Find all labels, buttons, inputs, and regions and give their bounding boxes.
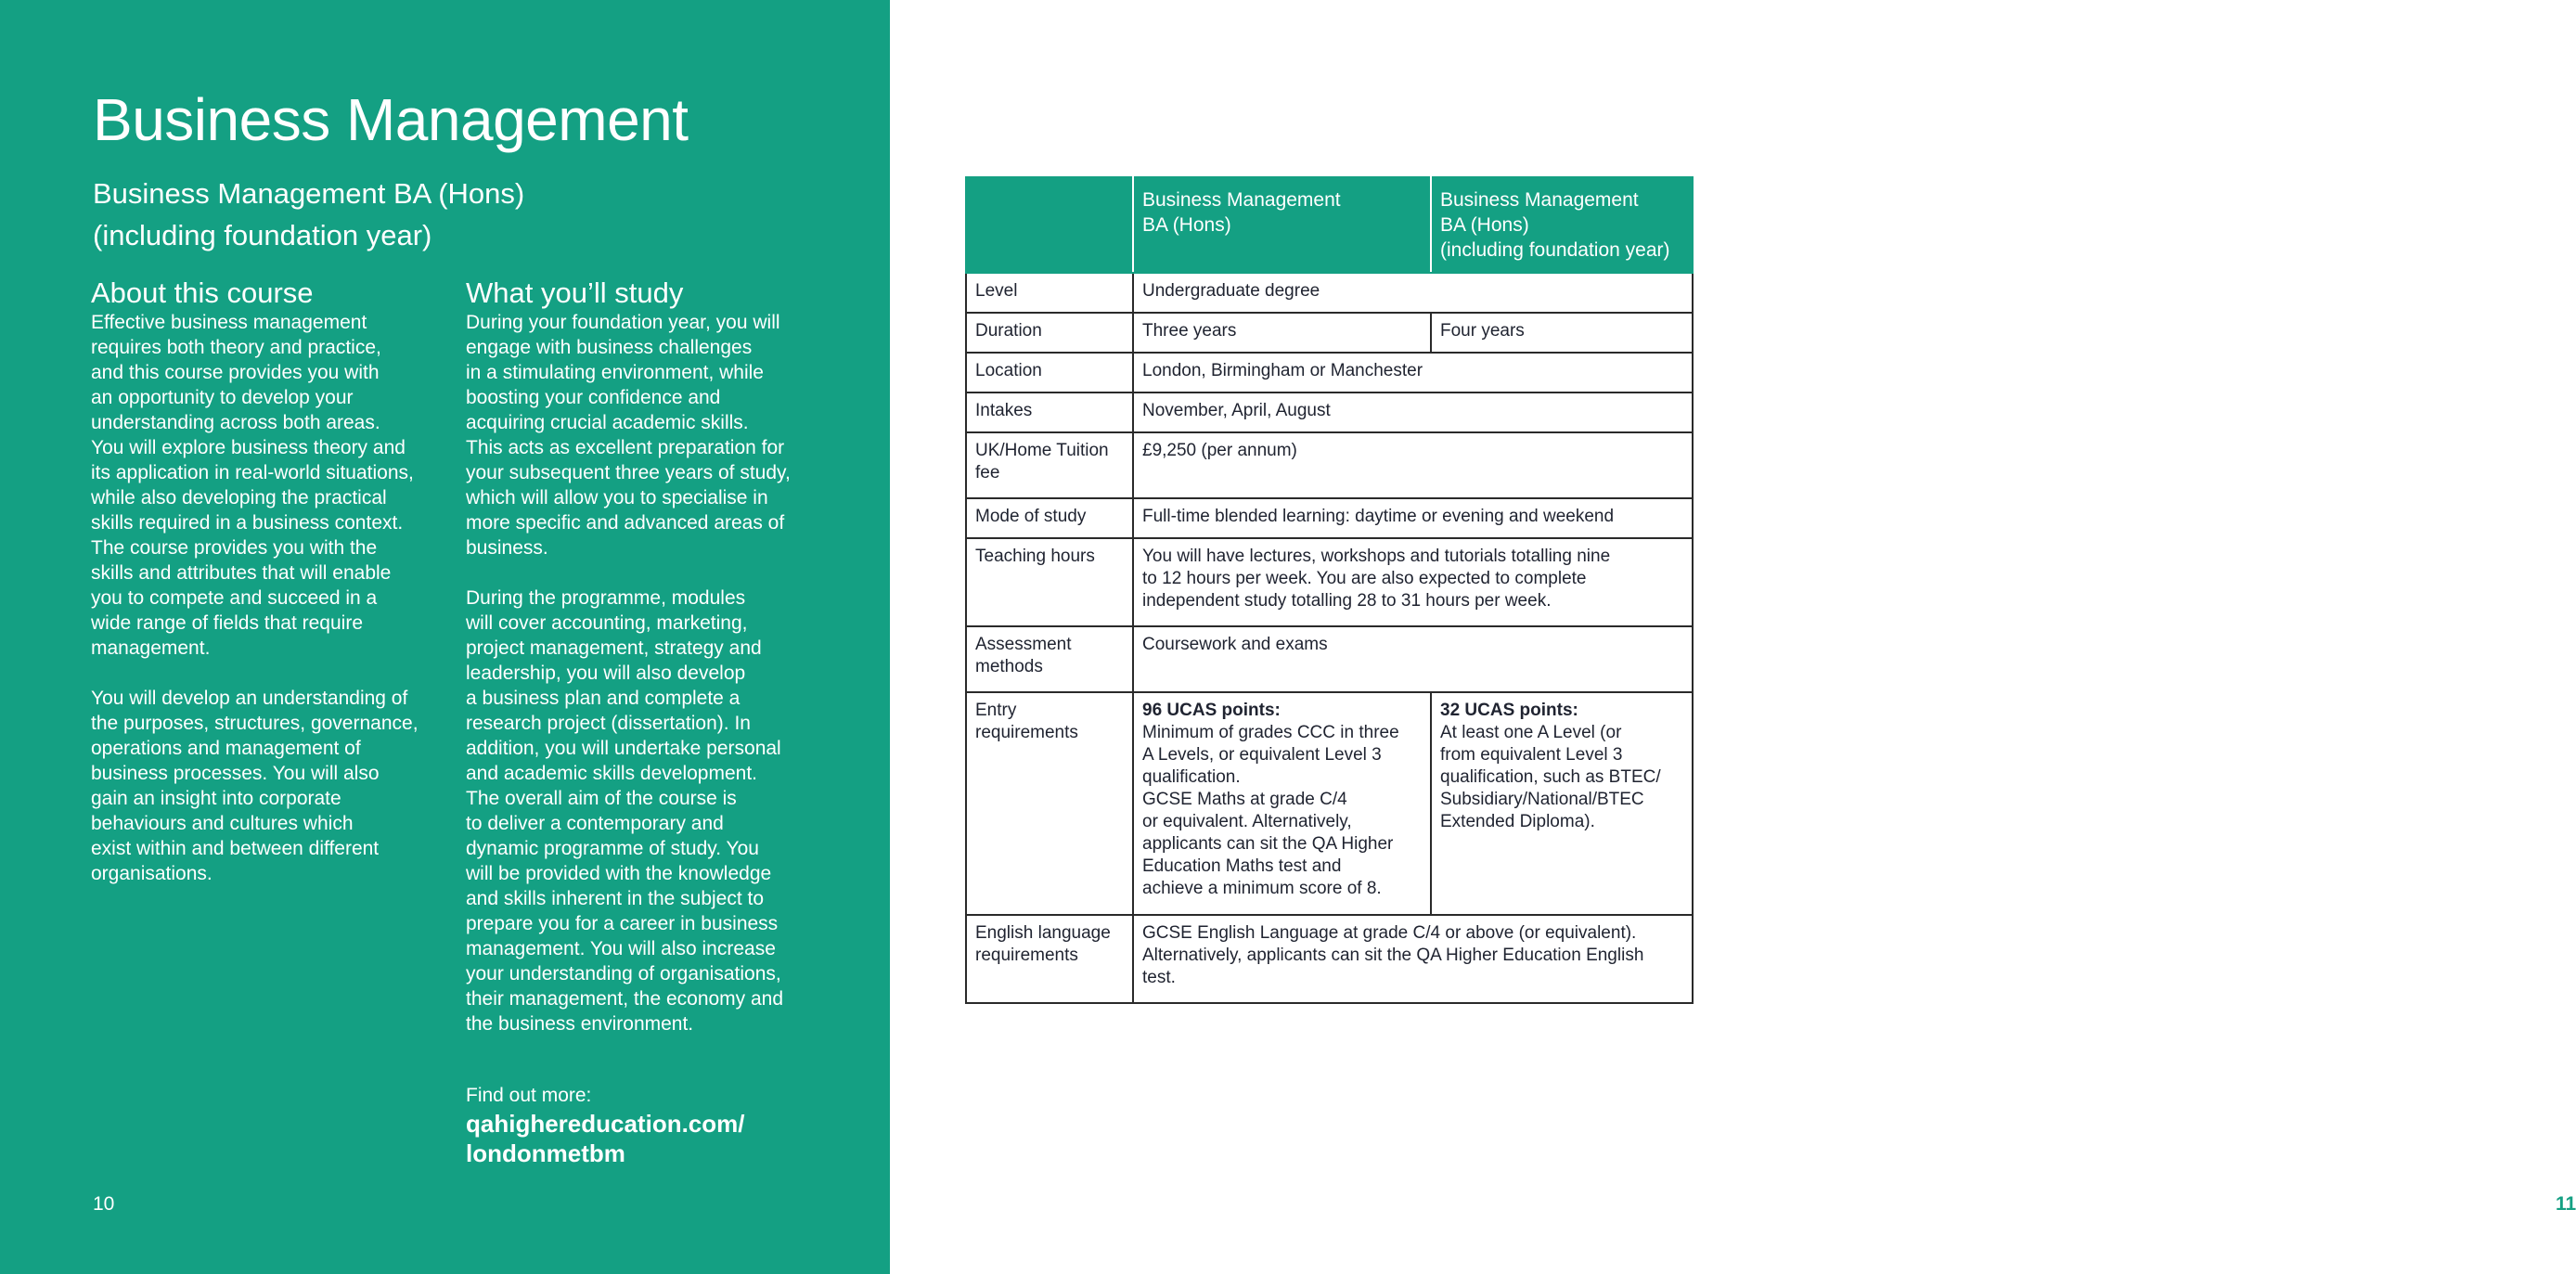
find-out-more xyxy=(466,1083,856,1168)
header-col2-line2: BA (Hons) xyxy=(1440,214,1529,236)
text-line: This acts as excellent preparation for xyxy=(466,437,785,458)
location-value: London, Birmingham or Manchester xyxy=(1133,353,1693,392)
text-line: acquiring crucial academic skills. xyxy=(466,412,749,433)
text-line: management. xyxy=(91,637,211,659)
table-row xyxy=(966,915,1693,1003)
english-requirements-value xyxy=(1133,915,1693,1003)
assessment-value: Coursework and exams xyxy=(1133,626,1693,692)
level-value: Undergraduate degree xyxy=(1133,273,1693,313)
text-line: prepare you for a career in business xyxy=(466,913,779,934)
text-line: operations and management of xyxy=(91,738,361,759)
text-line: their management, the economy and xyxy=(466,988,784,1010)
text-line: the business environment. xyxy=(466,1013,694,1035)
table-header-row xyxy=(966,177,1693,273)
study-heading: What you’ll study xyxy=(466,277,684,309)
text-line: a business plan and complete a xyxy=(466,688,741,709)
text-line: wide range of fields that require xyxy=(91,612,364,634)
page-number-right: 11 xyxy=(2556,1193,2576,1215)
table-row xyxy=(966,498,1693,538)
text-line: to deliver a contemporary and xyxy=(466,813,724,834)
text-line: understanding across both areas. xyxy=(91,412,380,433)
header-empty-cell xyxy=(966,177,1133,273)
assessment-label-line1: Assessment xyxy=(975,635,1072,654)
header-col2-line3: (including foundation year) xyxy=(1440,239,1670,261)
text-line: Extended Diploma). xyxy=(1440,812,1595,831)
text-line: and skills inherent in the subject to xyxy=(466,888,765,909)
table-row xyxy=(966,432,1693,498)
entry-label-line2: requirements xyxy=(975,723,1078,742)
text-line: your subsequent three years of study, xyxy=(466,462,791,483)
entry-ba-text xyxy=(1142,722,1422,900)
about-course-section xyxy=(91,277,453,911)
text-line: to 12 hours per week. You are also expected to complete xyxy=(1142,569,1587,588)
row-label-tuition-fee xyxy=(966,432,1133,498)
row-label-entry xyxy=(966,692,1133,915)
text-line: and this course provides you with xyxy=(91,362,380,383)
table-row xyxy=(966,538,1693,626)
text-line: You will explore business theory and xyxy=(91,437,406,458)
table-row xyxy=(966,313,1693,353)
duration-value-ba: Three years xyxy=(1133,313,1431,353)
text-line: The overall aim of the course is xyxy=(466,788,737,809)
text-line: Effective business management xyxy=(91,312,367,333)
text-line: The course provides you with the xyxy=(91,537,378,559)
table-row xyxy=(966,353,1693,392)
course-subtitle xyxy=(93,173,650,256)
intakes-value: November, April, August xyxy=(1133,392,1693,432)
text-line: skills required in a business context. xyxy=(91,512,404,534)
entry-ba-heading: 96 UCAS points: xyxy=(1142,701,1281,720)
row-label-teaching-hours: Teaching hours xyxy=(966,538,1133,626)
text-line: or equivalent. Alternatively, xyxy=(1142,812,1352,831)
text-line: gain an insight into corporate xyxy=(91,788,341,809)
table-row xyxy=(966,273,1693,313)
entry-requirements-ba xyxy=(1133,692,1431,915)
study-paragraph-2 xyxy=(466,586,828,1036)
text-line: which will allow you to specialise in xyxy=(466,487,768,508)
header-col2-line1: Business Management xyxy=(1440,189,1639,211)
text-line: behaviours and cultures which xyxy=(91,813,354,834)
english-label-line2: requirements xyxy=(975,946,1078,965)
text-line: leadership, you will also develop xyxy=(466,663,746,684)
text-line: GCSE Maths at grade C/4 xyxy=(1142,790,1347,809)
entry-requirements-foundation xyxy=(1431,692,1693,915)
tuition-fee-value: £9,250 (per annum) xyxy=(1133,432,1693,498)
header-col1-line2: BA (Hons) xyxy=(1142,214,1231,236)
text-line: qualification. xyxy=(1142,767,1241,787)
row-label-level: Level xyxy=(966,273,1133,313)
text-line: During your foundation year, you will xyxy=(466,312,780,333)
header-ba-hons-foundation xyxy=(1431,177,1693,273)
about-paragraph-2 xyxy=(91,686,453,886)
text-line: business processes. You will also xyxy=(91,763,380,784)
course-website-link[interactable] xyxy=(466,1109,856,1168)
left-page xyxy=(0,0,890,1274)
text-line: boosting your confidence and xyxy=(466,387,721,408)
text-line: GCSE English Language at grade C/4 or above (or equivalent). xyxy=(1142,923,1637,943)
link-line-2: londonmetbm xyxy=(466,1139,625,1167)
mode-value: Full-time blended learning: daytime or evening and weekend xyxy=(1133,498,1693,538)
entry-label-line1: Entry xyxy=(975,701,1017,720)
entry-foundation-heading: 32 UCAS points: xyxy=(1440,701,1578,720)
course-info-table xyxy=(965,176,1694,1004)
text-line: business. xyxy=(466,537,548,559)
text-line: Education Maths test and xyxy=(1142,856,1342,876)
text-line: dynamic programme of study. You xyxy=(466,838,759,859)
about-paragraph-1 xyxy=(91,310,453,661)
text-line: You will develop an understanding of xyxy=(91,688,408,709)
fee-label-line2: fee xyxy=(975,463,1000,483)
text-line: A Levels, or equivalent Level 3 xyxy=(1142,745,1382,765)
text-line: test. xyxy=(1142,968,1176,987)
duration-value-foundation: Four years xyxy=(1431,313,1693,353)
text-line: engage with business challenges xyxy=(466,337,753,358)
text-line: At least one A Level (or xyxy=(1440,723,1622,742)
text-line: qualification, such as BTEC/ xyxy=(1440,767,1661,787)
table-row xyxy=(966,392,1693,432)
text-line: You will have lectures, workshops and tutorials totalling nine xyxy=(1142,547,1611,566)
text-line: project management, strategy and xyxy=(466,637,762,659)
text-line: its application in real-world situations, xyxy=(91,462,414,483)
assessment-label-line2: methods xyxy=(975,657,1043,676)
row-label-assessment xyxy=(966,626,1133,692)
text-line: the purposes, structures, governance, xyxy=(91,713,419,734)
text-line: research project (dissertation). In xyxy=(466,713,751,734)
text-line: skills and attributes that will enable xyxy=(91,562,392,584)
text-line: organisations. xyxy=(91,863,213,884)
text-line: will be provided with the knowledge xyxy=(466,863,772,884)
row-label-location: Location xyxy=(966,353,1133,392)
what-you-study-section xyxy=(466,277,828,1062)
text-line: Minimum of grades CCC in three xyxy=(1142,723,1399,742)
text-line: in a stimulating environment, while xyxy=(466,362,764,383)
text-line: Alternatively, applicants can sit the QA Higher Education English xyxy=(1142,946,1644,965)
about-heading: About this course xyxy=(91,277,314,309)
text-line: Subsidiary/National/BTEC xyxy=(1440,790,1644,809)
text-line: from equivalent Level 3 xyxy=(1440,745,1623,765)
study-paragraph-1 xyxy=(466,310,828,560)
row-label-english xyxy=(966,915,1133,1003)
text-line: During the programme, modules xyxy=(466,587,746,609)
subtitle-line-1: Business Management BA (Hons) xyxy=(93,177,525,210)
text-line: an opportunity to develop your xyxy=(91,387,354,408)
header-col1-line1: Business Management xyxy=(1142,189,1341,211)
text-line: you to compete and succeed in a xyxy=(91,587,378,609)
text-line: achieve a minimum score of 8. xyxy=(1142,879,1382,898)
text-line: exist within and between different xyxy=(91,838,380,859)
text-line: while also developing the practical xyxy=(91,487,387,508)
text-line: management. You will also increase xyxy=(466,938,776,959)
text-line: independent study totalling 28 to 31 hours per week. xyxy=(1142,591,1552,611)
table-row xyxy=(966,692,1693,915)
find-out-more-label: Find out more: xyxy=(466,1085,592,1106)
row-label-mode: Mode of study xyxy=(966,498,1133,538)
row-label-intakes: Intakes xyxy=(966,392,1133,432)
row-label-duration: Duration xyxy=(966,313,1133,353)
text-line: your understanding of organisations, xyxy=(466,963,781,984)
english-label-line1: English language xyxy=(975,923,1111,943)
text-line: requires both theory and practice, xyxy=(91,337,381,358)
text-line: will cover accounting, marketing, xyxy=(466,612,748,634)
table-row xyxy=(966,626,1693,692)
text-line: and academic skills development. xyxy=(466,763,757,784)
fee-label-line1: UK/Home Tuition xyxy=(975,441,1109,460)
entry-foundation-text xyxy=(1440,722,1683,833)
subtitle-line-2: (including foundation year) xyxy=(93,219,432,251)
text-line: applicants can sit the QA Higher xyxy=(1142,834,1394,854)
text-line: more specific and advanced areas of xyxy=(466,512,785,534)
text-line: addition, you will undertake personal xyxy=(466,738,781,759)
teaching-hours-value xyxy=(1133,538,1693,626)
page-title: Business Management xyxy=(93,86,689,153)
page-number-left: 10 xyxy=(93,1193,115,1215)
link-line-1: qahighereducation.com/ xyxy=(466,1110,745,1138)
header-ba-hons xyxy=(1133,177,1431,273)
